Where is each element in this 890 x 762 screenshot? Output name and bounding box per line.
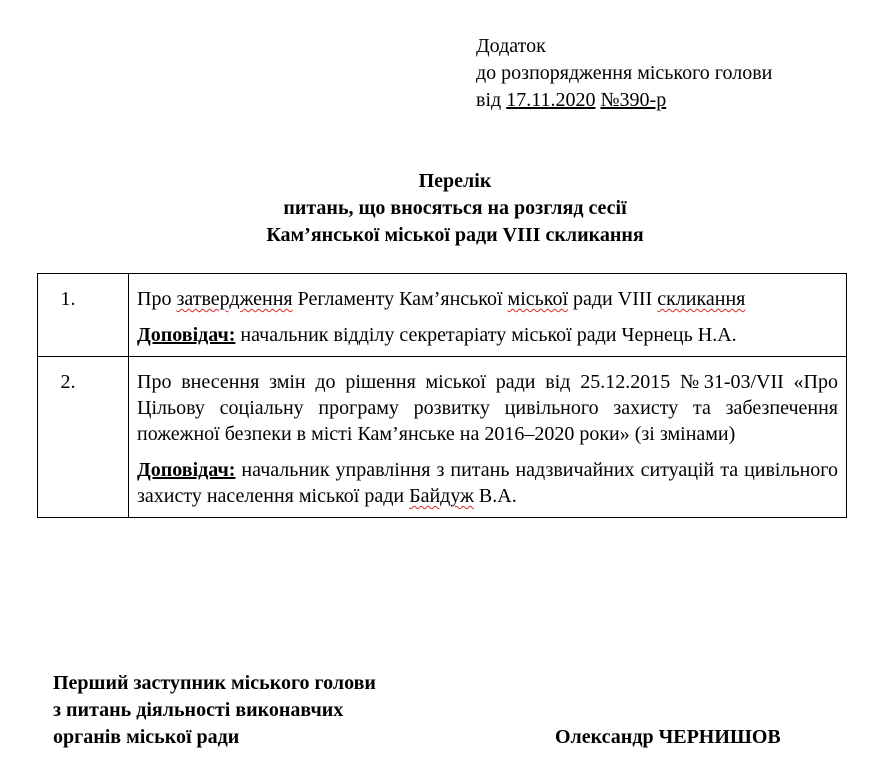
item-text-part: Регламенту Кам’янської [292, 288, 508, 310]
speaker-label: Доповідач: [137, 324, 236, 346]
item-text-part: ради VIII [568, 288, 658, 310]
item-speaker [137, 322, 838, 348]
appendix-date: 17.11.2020 [506, 89, 596, 111]
item-content [129, 274, 847, 357]
item-content [129, 357, 847, 518]
appendix-date-line [476, 87, 772, 114]
appendix-date-prefix: від [476, 89, 507, 111]
signer-line-2: з питань діяльності виконавчих [53, 699, 344, 721]
item-speaker [137, 457, 838, 509]
signer-name: Олександр ЧЕРНИШОВ [555, 726, 781, 748]
signer-line-1: Перший заступник міського голови [53, 672, 376, 694]
appendix-title: Додаток [476, 35, 546, 57]
item-text: Про внесення змін до рішення міської ради від 25.12.2015 №31-03/VII «Про Цільову соціальну програму розвитку цивільного захисту та забезпечення пожежної безпеки в місті Кам’янське на 2016–2020 роки» (зі змінами) [137, 371, 838, 445]
title-line-1: Перелік [418, 170, 492, 192]
item-number: 1. [38, 274, 129, 357]
speaker-text: начальник відділу секретаріату міської ради Чернець Н.А. [235, 324, 737, 346]
item-number: 2. [38, 357, 129, 518]
signer-line-3: органів міської ради [53, 726, 240, 748]
spellcheck-word: затвердження [176, 288, 293, 310]
spellcheck-word: міської [507, 288, 568, 310]
appendix-number: №390-р [600, 89, 667, 111]
item-text [137, 286, 838, 312]
speaker-text: начальник управління з питань надзвичайних ситуацій та цивільного захисту населення міської ради [137, 459, 838, 507]
table-row [38, 274, 847, 357]
title-line-2: питань, що вносяться на розгляд сесії [283, 197, 627, 219]
spellcheck-word: Байдуж [409, 485, 474, 507]
table-row [38, 357, 847, 518]
appendix-header [476, 33, 772, 114]
agenda-table [37, 273, 847, 518]
document-title [0, 168, 890, 249]
spellcheck-word: скликання [657, 288, 746, 310]
speaker-label: Доповідач: [137, 459, 236, 481]
appendix-subtitle: до розпорядження міського голови [476, 62, 773, 84]
title-line-3: Кам’янської міської ради VIII скликання [266, 224, 644, 246]
signer-position [53, 670, 376, 751]
item-text-part: Про [137, 288, 177, 310]
speaker-text: В.А. [473, 485, 517, 507]
